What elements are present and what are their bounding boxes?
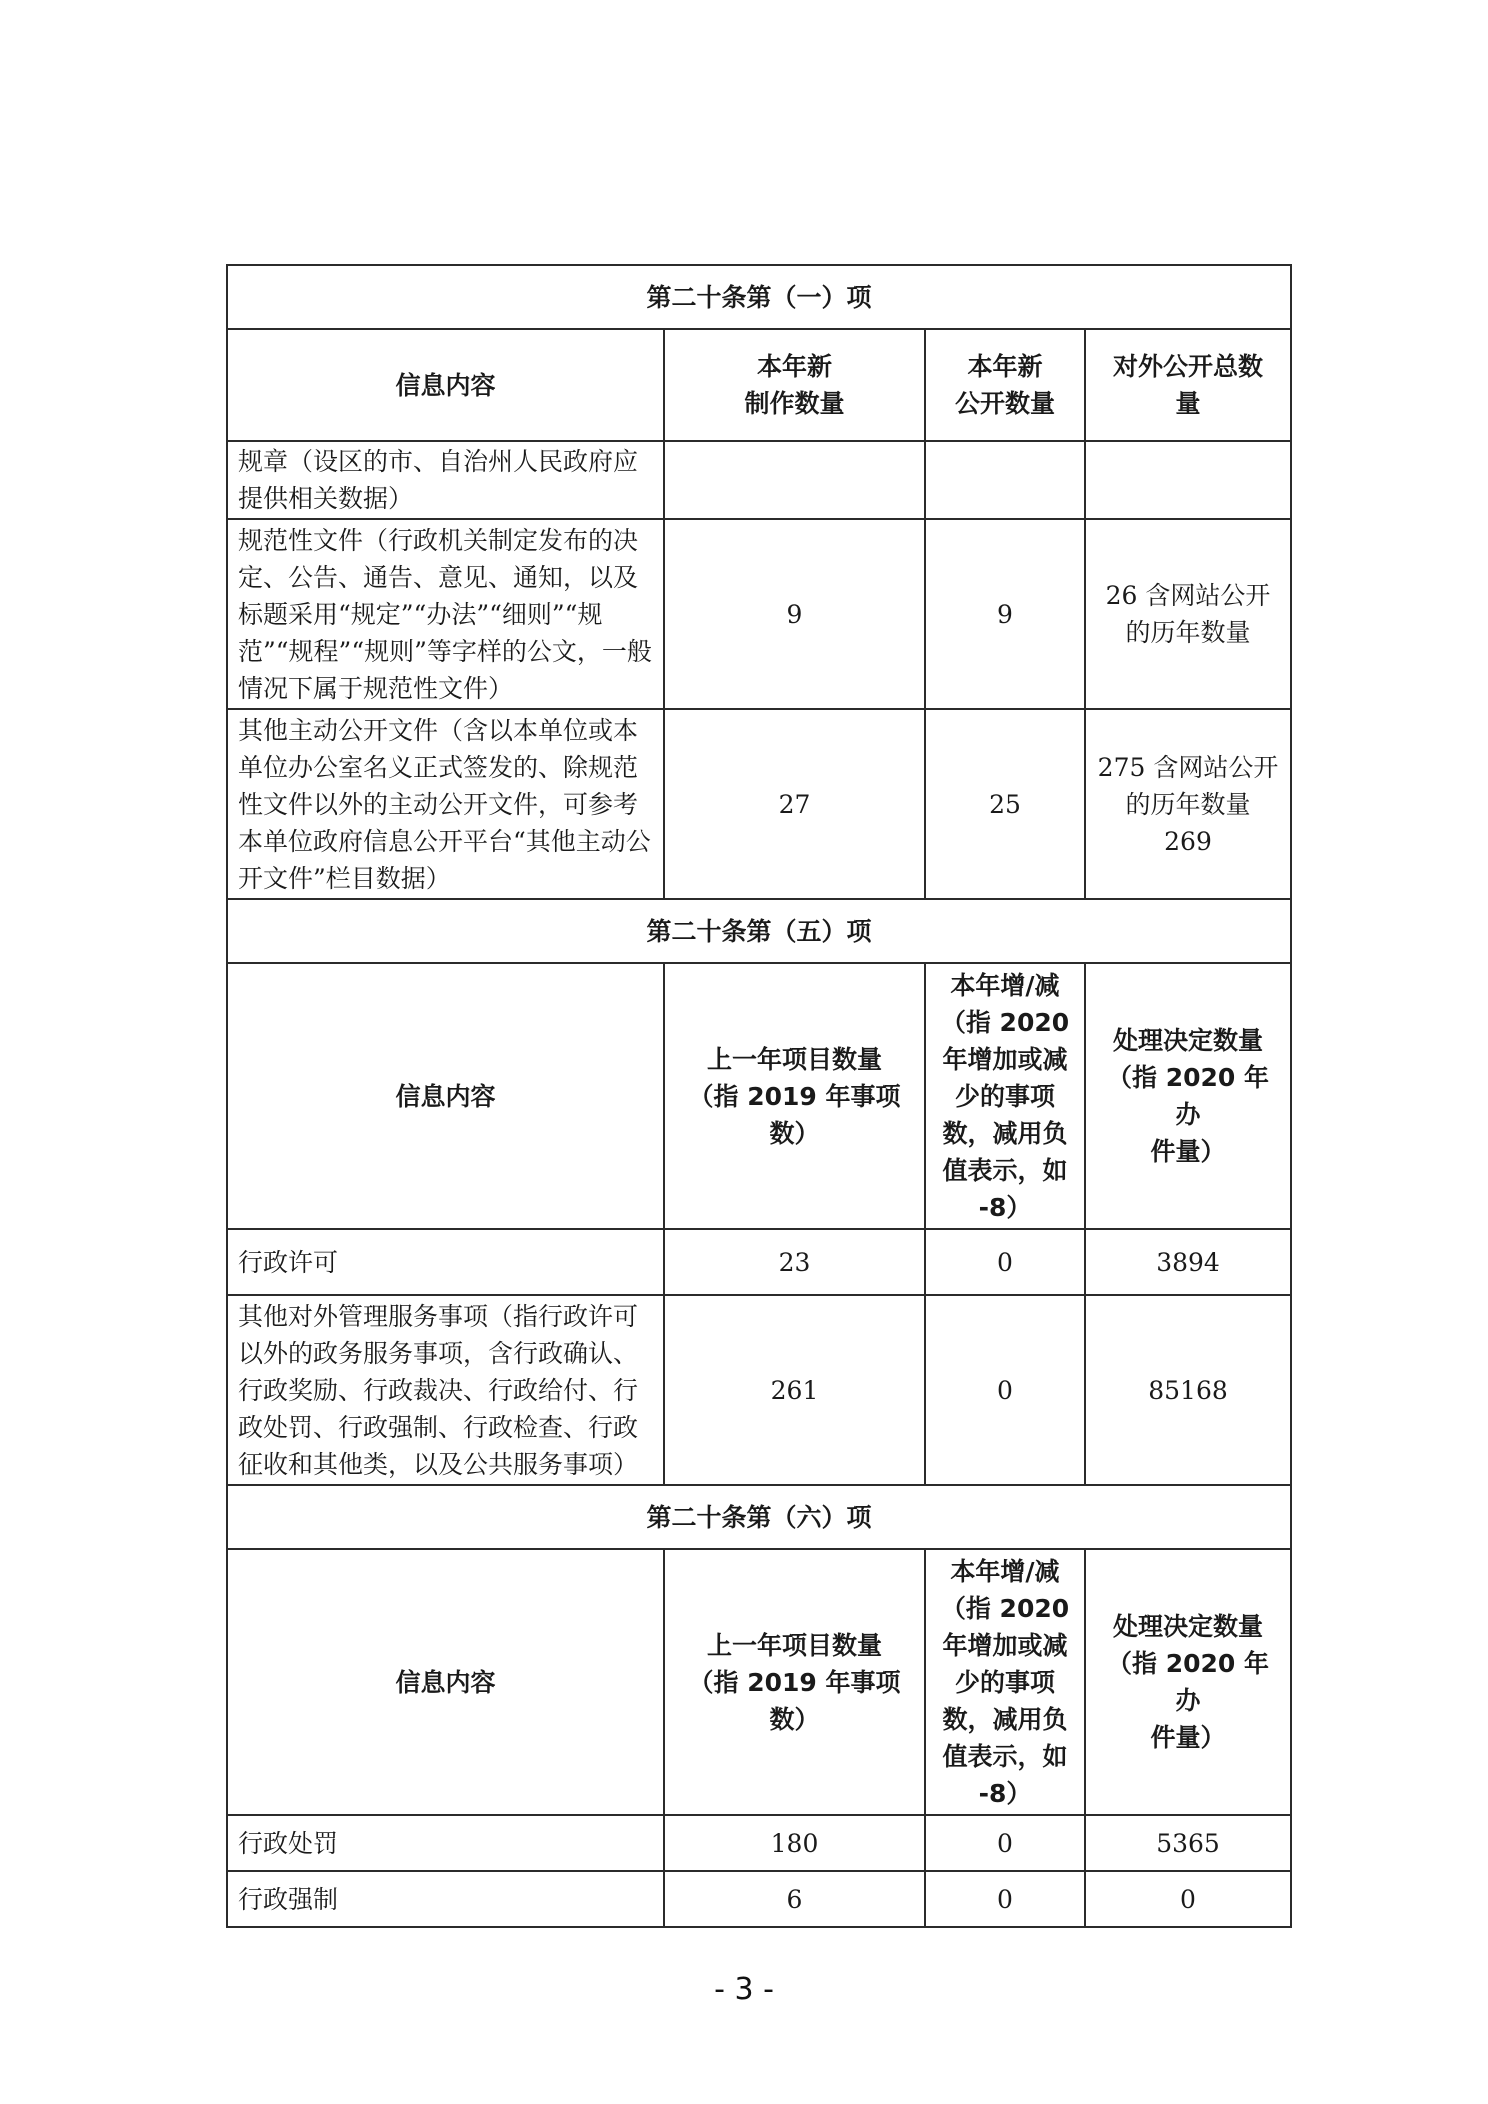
header-info-content: 信息内容 — [227, 329, 664, 441]
section5-title: 第二十条第（五）项 — [227, 899, 1291, 963]
cell-change: 0 — [925, 1871, 1085, 1927]
cell-new-public — [925, 441, 1085, 519]
cell-new-public: 25 — [925, 709, 1085, 899]
header-change: 本年增/减 （指 2020 年增加或减 少的事项 数，减用负 值表示，如 -8） — [925, 1549, 1085, 1815]
cell-prev: 23 — [664, 1229, 925, 1295]
cell-change: 0 — [925, 1229, 1085, 1295]
cell-new-made: 27 — [664, 709, 925, 899]
section1-title: 第二十条第（一）项 — [227, 265, 1291, 329]
section6-title: 第二十条第（六）项 — [227, 1485, 1291, 1549]
cell-prev: 180 — [664, 1815, 925, 1871]
header-info-content: 信息内容 — [227, 1549, 664, 1815]
section6-title-row — [227, 1485, 1291, 1549]
cell-decisions: 3894 — [1085, 1229, 1291, 1295]
row-label: 规范性文件（行政机关制定发布的决定、公告、通告、意见、通知，以及标题采用“规定”“办法”“细则”“规范”“规程”“规则”等字样的公文，一般情况下属于规范性文件） — [227, 519, 664, 709]
header-new-made: 本年新 制作数量 — [664, 329, 925, 441]
cell-new-public: 9 — [925, 519, 1085, 709]
header-info-content: 信息内容 — [227, 963, 664, 1229]
table-row — [227, 1229, 1291, 1295]
row-label: 其他主动公开文件（含以本单位或本单位办公室名义正式签发的、除规范性文件以外的主动公开文件，可参考本单位政府信息公开平台“其他主动公开文件”栏目数据） — [227, 709, 664, 899]
cell-total: 26 含网站公开 的历年数量 — [1085, 519, 1291, 709]
header-change: 本年增/减 （指 2020 年增加或减 少的事项 数，减用负 值表示，如 -8） — [925, 963, 1085, 1229]
section1-header-row — [227, 329, 1291, 441]
header-prev-count: 上一年项目数量 （指 2019 年事项数） — [664, 963, 925, 1229]
cell-total — [1085, 441, 1291, 519]
row-label: 行政强制 — [227, 1871, 664, 1927]
table-row — [227, 709, 1291, 899]
cell-new-made: 9 — [664, 519, 925, 709]
cell-decisions: 0 — [1085, 1871, 1291, 1927]
header-decisions: 处理决定数量 （指 2020 年办 件量） — [1085, 1549, 1291, 1815]
section1-title-row — [227, 265, 1291, 329]
row-label: 规章（设区的市、自治州人民政府应提供相关数据） — [227, 441, 664, 519]
cell-new-made — [664, 441, 925, 519]
table-row — [227, 441, 1291, 519]
cell-prev: 6 — [664, 1871, 925, 1927]
section5-title-row — [227, 899, 1291, 963]
row-label: 其他对外管理服务事项（指行政许可以外的政务服务事项，含行政确认、行政奖励、行政裁决、行政给付、行政处罚、行政强制、行政检查、行政征收和其他类，以及公共服务事项） — [227, 1295, 664, 1485]
cell-change: 0 — [925, 1295, 1085, 1485]
header-prev-count: 上一年项目数量 （指 2019 年事项数） — [664, 1549, 925, 1815]
header-new-public: 本年新 公开数量 — [925, 329, 1085, 441]
page-number: - 3 - — [714, 1972, 774, 2007]
section6-header-row — [227, 1549, 1291, 1815]
table-row — [227, 1815, 1291, 1871]
cell-decisions: 85168 — [1085, 1295, 1291, 1485]
header-decisions: 处理决定数量 （指 2020 年办 件量） — [1085, 963, 1291, 1229]
cell-total: 275 含网站公开 的历年数量 269 — [1085, 709, 1291, 899]
disclosure-table — [226, 264, 1292, 1928]
cell-change: 0 — [925, 1815, 1085, 1871]
cell-decisions: 5365 — [1085, 1815, 1291, 1871]
header-total-public: 对外公开总数 量 — [1085, 329, 1291, 441]
cell-prev: 261 — [664, 1295, 925, 1485]
section5-header-row — [227, 963, 1291, 1229]
table-row — [227, 519, 1291, 709]
table-row — [227, 1295, 1291, 1485]
row-label: 行政处罚 — [227, 1815, 664, 1871]
row-label: 行政许可 — [227, 1229, 664, 1295]
table-row — [227, 1871, 1291, 1927]
